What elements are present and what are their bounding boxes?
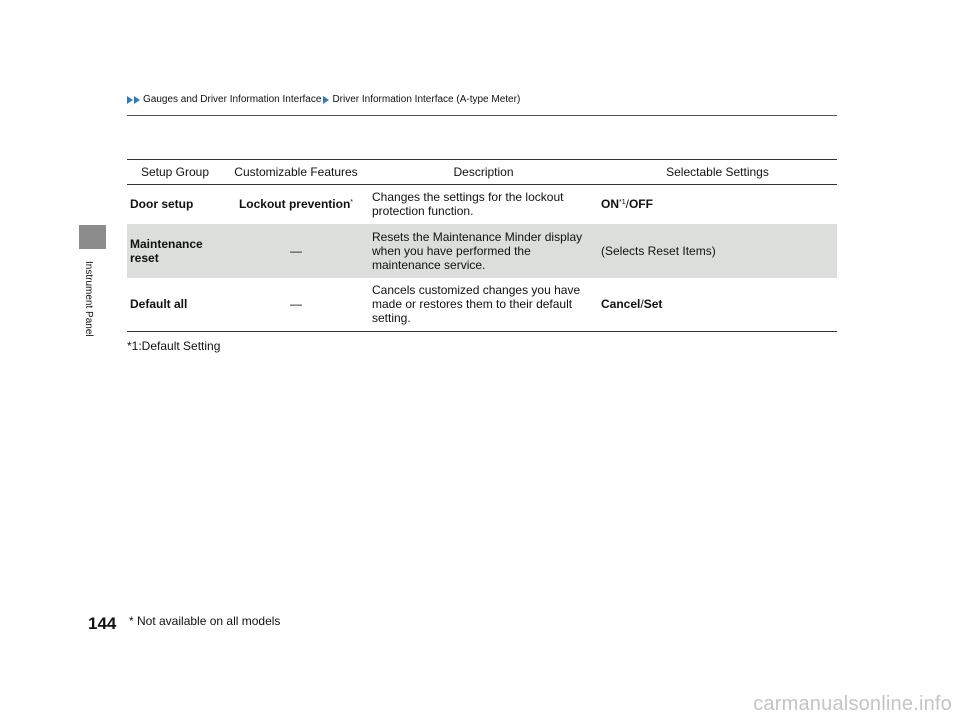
table-row (127, 185, 837, 224)
column-header: Setup Group (127, 160, 223, 185)
column-header: Description (369, 160, 598, 185)
setup-group-cell: Default all (127, 278, 223, 332)
setup-group-cell: Door setup (130, 197, 194, 212)
setting-option: Cancel (601, 297, 641, 312)
setting-option: OFF (628, 197, 653, 212)
availability-note: * Not available on all models (129, 614, 281, 628)
column-header: Customizable Features (223, 160, 369, 185)
setting-separator: / (640, 297, 644, 312)
table-row (127, 224, 837, 278)
header-divider (127, 115, 837, 116)
table-header-row (127, 160, 837, 185)
setting-option: Set (643, 297, 663, 312)
feature-cell: — (223, 278, 369, 332)
settings-cell: (Selects Reset Items) (598, 224, 837, 278)
breadcrumb-arrow-icon (323, 96, 329, 104)
description-cell: Resets the Maintenance Minder display when you have performed the maintenance service. (369, 224, 598, 278)
section-label: Instrument Panel (83, 261, 94, 337)
breadcrumb-item[interactable]: Driver Information Interface (A-type Meter) (332, 94, 521, 105)
feature-cell (223, 185, 369, 224)
setup-group-cell: Maintenance reset (127, 224, 223, 278)
breadcrumb-item[interactable]: Gauges and Driver Information Interface (143, 94, 322, 105)
settings-cell (598, 185, 837, 224)
settings-table (127, 159, 837, 332)
availability-mark: * (350, 199, 354, 207)
breadcrumb (127, 93, 520, 107)
table-row (127, 278, 837, 332)
breadcrumb-arrow-icon (127, 96, 133, 104)
description-cell: Changes the settings for the lockout protection function. (372, 190, 564, 219)
section-tab (79, 225, 106, 249)
feature-name: Lockout prevention (238, 197, 351, 212)
watermark: carmanualsonline.info (753, 693, 952, 715)
setting-option: ON (601, 197, 619, 212)
description-cell: Cancels customized changes you have made or restores them to their default setting. (369, 278, 598, 332)
feature-cell: — (223, 224, 369, 278)
breadcrumb-arrow-icon (134, 96, 140, 104)
default-setting-footnote: *1:Default Setting (127, 339, 221, 353)
page-number: 144 (88, 614, 117, 633)
column-header: Selectable Settings (598, 160, 837, 185)
default-mark: *1 (619, 199, 626, 207)
setting-separator: / (625, 197, 629, 212)
settings-cell (598, 278, 837, 332)
